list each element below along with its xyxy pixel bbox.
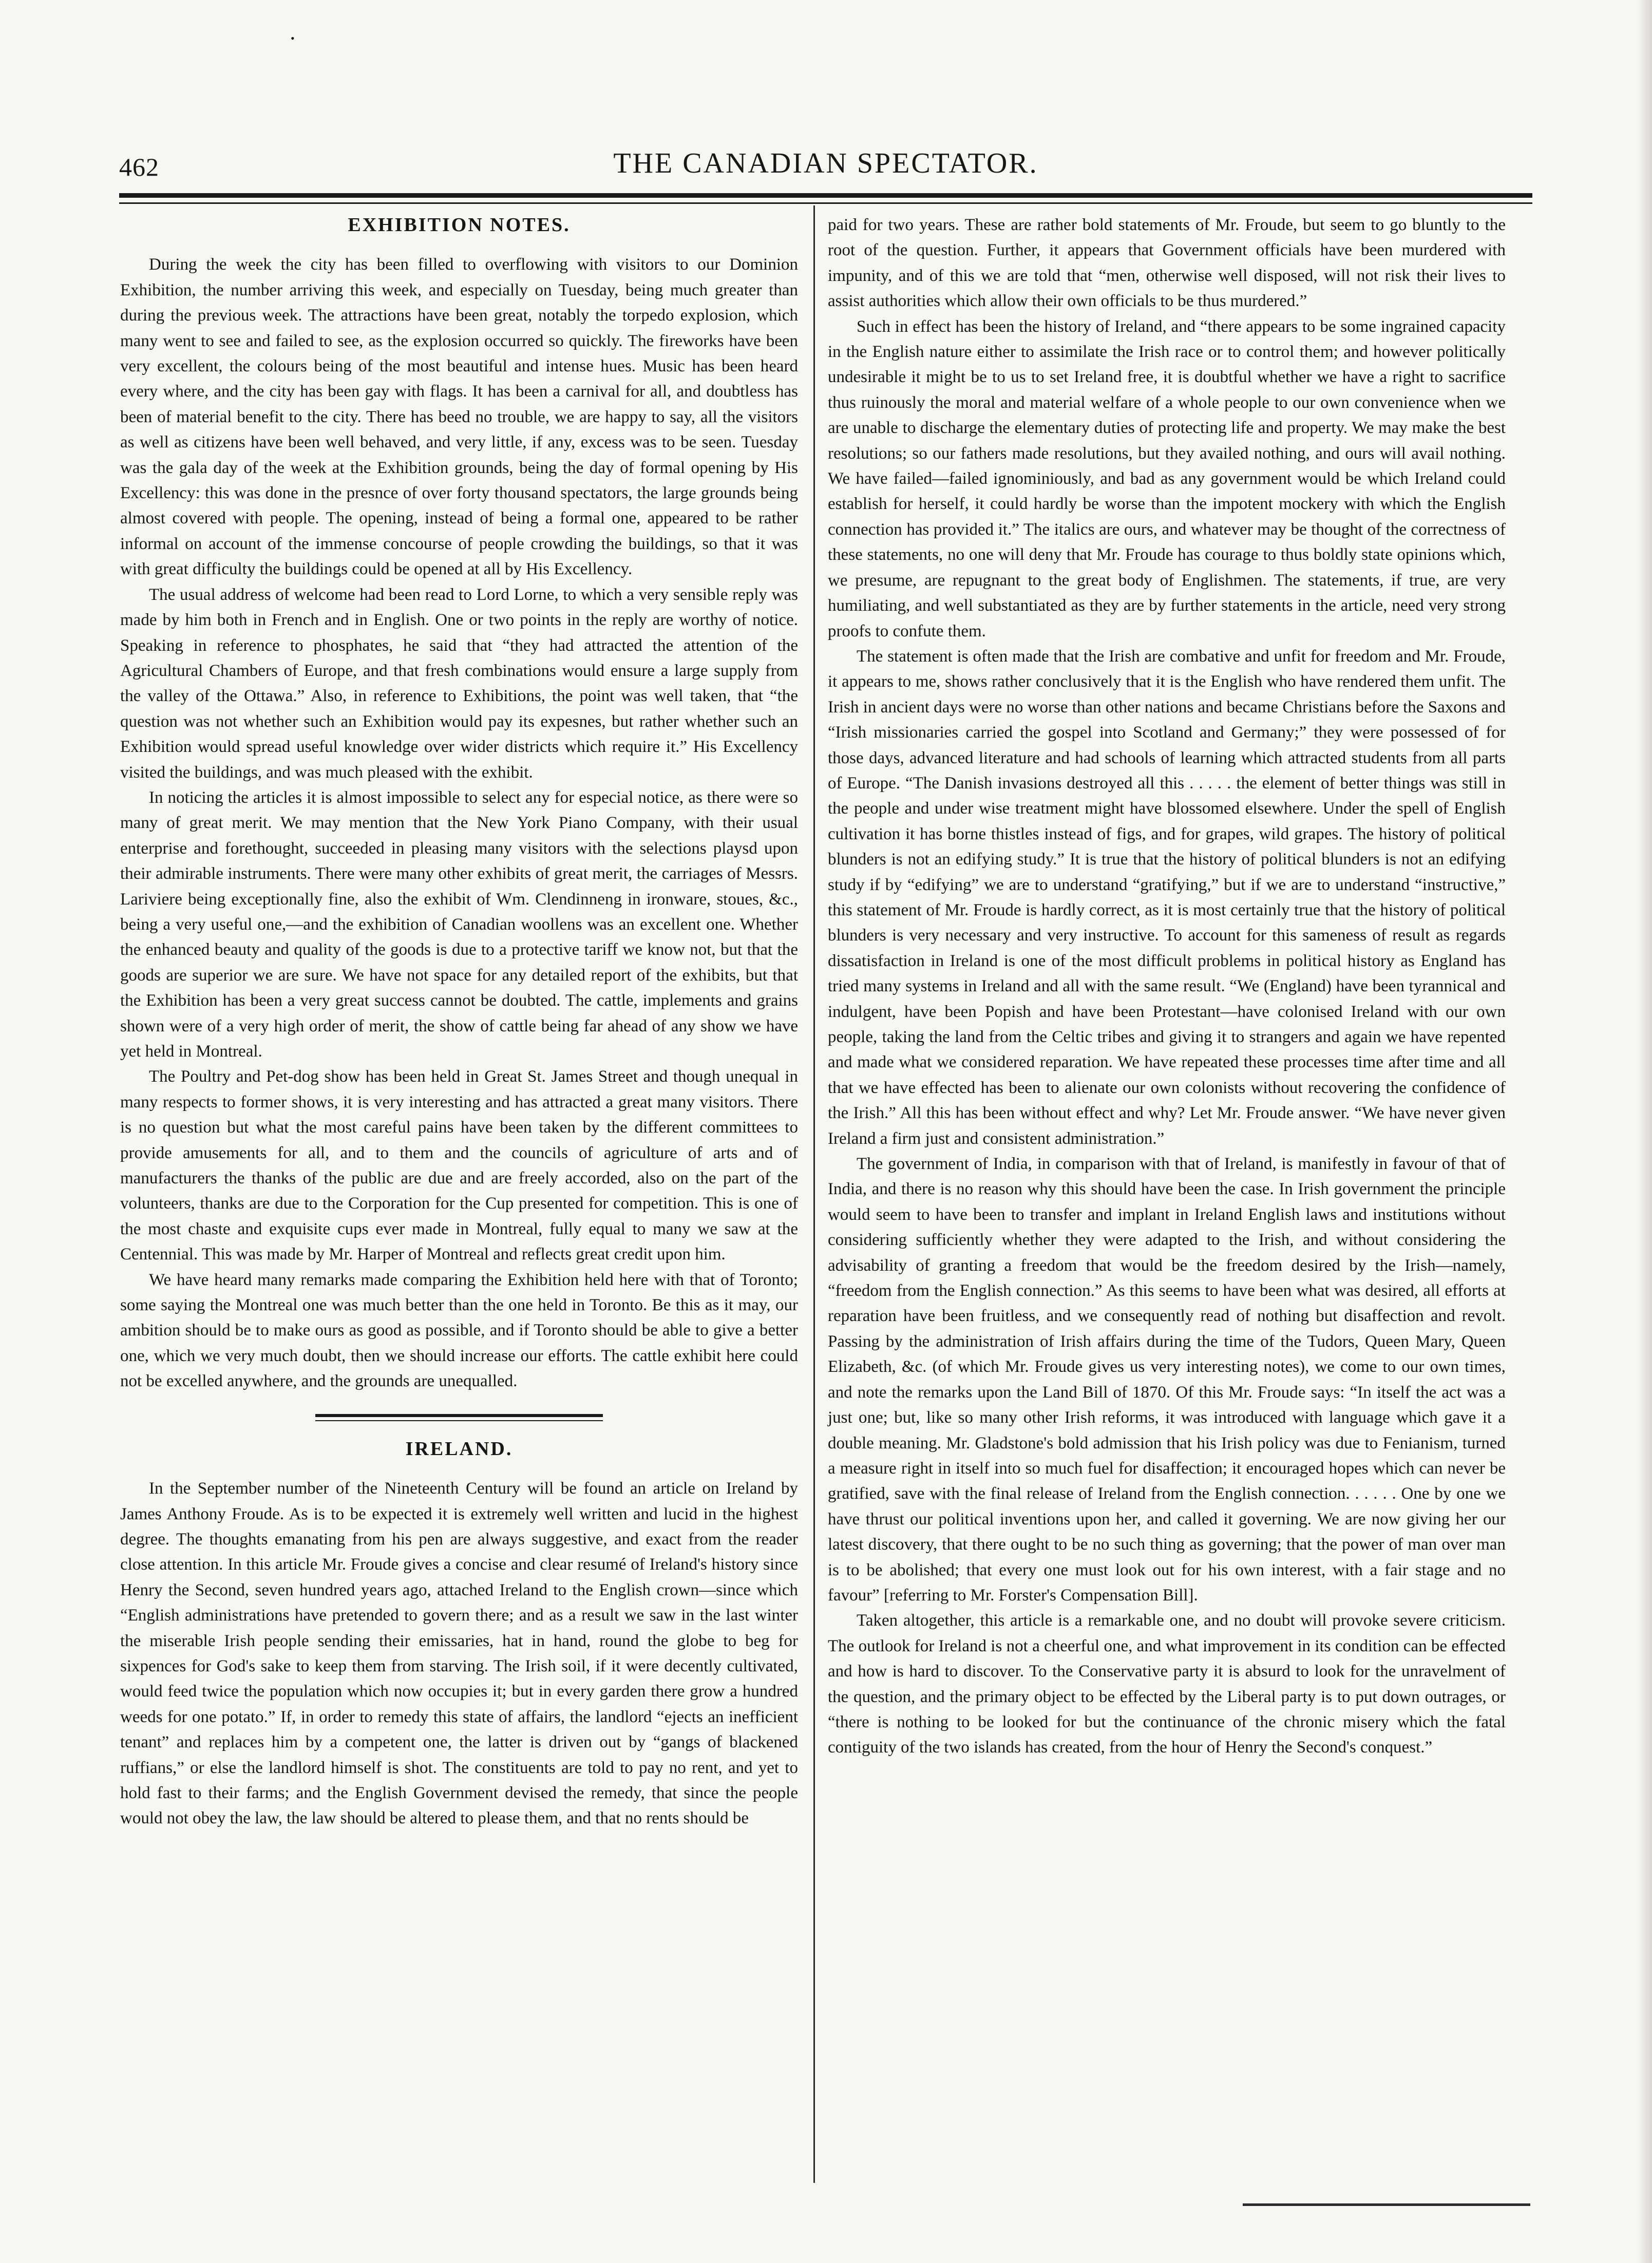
column-divider [813,205,815,2183]
ireland-paragraph-1: In the September number of the Nineteenth Century will be found an article on Ireland by James Anthony Froude. As is to be expected it is extremely well written and lucid in the highest degree. The thoughts emanating from his pen are always suggestive, and exact from the reader close attention. In this article Mr. Froude gives a concise and clear resumé of Ireland's history since Henry the Second, seven hundred years ago, attached Ireland to the English crown—since which “English administrations have pretended to govern there; and as a result we saw in the last winter the miserable Irish people sending their emissaries, hat in hand, round the globe to beg for sixpences for God's sake to keep them from starving. The Irish soil, if it were decently cultivated, would feed twice the population which now occupies it; but in every garden there grow a hundred weeds for one potato.” If, in order to remedy this state of affairs, the landlord “ejects an inefficient tenant” and replaces him by a competent one, the latter is driven out by “gangs of blackened ruffians,” or else the landlord himself is shot. The constituents are told to pay no rent, and yet to hold fast to their farms; and the English Government devised the remedy, that since the people would not obey the law, the law should be altered to please them, and that no rents should be [120,1479,798,1828]
exhibition-paragraph-5: We have heard many remarks made comparing the Exhibition held here with that of Toronto; some saying the Montreal one was much better than the one held in Toronto. Be this as it may, our ambition should be to make ours as good as possible, and if Toronto should be able to give a better one, which we very much doubt, then we should increase our efforts. The cattle exhibit here could not be excelled anywhere, and the grounds are unequalled. [120,1270,798,1391]
exhibition-paragraph-3: In noticing the articles it is almost impossible to select any for especial notice, as there were so many of great merit. We may mention that the New York Piano Company, with their usual enterprise and forethought, succeeded in pleasing many visitors with the selections playsd upon their admirable instruments. There were many other exhibits of great merit, the carriages of Messrs. Lariviere being exceptionally fine, also the exhibit of Wm. Clendinneng in ironware, stoues, &c., being a very useful one,—and the exhibition of Canadian woollens was an excellent one. Whether the enhanced beauty and quality of the goods is due to a protective tariff we know not, but that the goods are superior we are sure. We have not space for any detailed report of the exhibits, but that the Exhibition has been a very great success cannot be doubted. The cattle, implements and grains shown were of a very high order of merit, the show of cattle being far ahead of any show we have yet held in Montreal. [120,788,798,1061]
ireland-paragraph-4: The government of India, in comparison with that of Ireland, is manifestly in favour of that of India, and there is no reason why this should have been the case. In Irish government the principle would seem to have been to transfer and implant in Ireland English laws and institutions without considering sufficiently whether they were adapted to the Irish, and without considering the advisability of granting a freedom that would be the freedom desired by the Irish—namely, “freedom from the English connection.” As this seems to have been what was desired, all efforts at reparation have been fruitless, and we consequently read of nothing but disaffection and revolt. Passing by the administration of Irish affairs during the time of the Tudors, Queen Mary, Queen Elizabeth, &c. (of which Mr. Froude gives us very interesting notes), we come to our own times, and note the remarks upon the Land Bill of 1870. Of this Mr. Froude says: “In itself the act was a just one; but, like so many other Irish reforms, it was introduced with language which gave it a double meaning. Mr. Gladstone's bold admission that his Irish policy was due to Fenianism, turned a measure right in itself into so much fuel for disaffection; it encouraged hopes which can never be gratified, save with the final release of Ireland from the English connection. . . . . . One by one we have thrust our political inventions upon her, and called it governing. We are now giving her our latest discovery, that there ought to be no such thing as governing; that the power of man over man is to be abolished; that every one must look out for his own interest, with a fair stage and no favour” [referring to Mr. Forster's Compensation Bill]. [828,1155,1506,1605]
ireland-paragraph-2: Such in effect has been the history of Ireland, and “there appears to be some ingrained capacity in the English nature either to assimilate the Irish race or to control them; and however politically undesirable it might be to us to set Ireland free, it is doubtful whether we have a right to sacrifice thus ruinously the moral and material welfare of a whole people to our own convenience when we are unable to discharge the elementary duties of protecting life and property. We may make the best resolutions; so our fathers made resolutions, but they availed nothing, and ours will avail nothing. We have failed—failed ignominiously, and bad as any government would be which Ireland could establish for herself, it could hardly be worse than the impotent mockery with which the English connection has provided it.” The italics are ours, and whatever may be thought of the correctness of these statements, no one will deny that Mr. Froude has courage to thus boldly state opinions which, we presume, are repugnant to the great body of Englishmen. The statements, if true, are very humiliating, and well substantiated as they are by further statements in the article, need very strong proofs to confute them. [828,317,1506,640]
ireland-paragraph-3: The statement is often made that the Irish are combative and unfit for freedom and Mr. Froude, it appears to me, shows rather conclusively that it is the English who have rendered them unfit. The Irish in ancient days were no worse than other nations and became Christians before the Saxons and “Irish missionaries carried the gospel into Scotland and Germany;” they were possessed of for those days, advanced literature and had schools of learning which attracted students from all parts of Europe. “The Danish invasions destroyed all this . . . . . the element of better things was still in the people and under wise treatment might have blossomed elsewhere. Under the spell of English cultivation it has borne thistles instead of figs, and for grapes, wild grapes. The history of political blunders is not an edifying study.” It is true that the history of political blunders is not an edifying study if by “edifying” we are to understand “gratifying,” but if we are to understand “instructive,” this statement of Mr. Froude is hardly correct, as it is most certainly true that the history of political blunders is very necessary and very instructive. To account for this sameness of result as regards dissatisfaction in Ireland is one of the most difficult problems in political history as England has tried many systems in Ireland and all with the same result. “We (England) have been tyrannical and indulgent, have been Popish and have been Protestant—have colonised Ireland with our own people, taking the land from the Celtic tribes and giving it to strangers and again we have repented and made what we considered reparation. We have repeated these processes time after time and all that we have effected has been to alienate our own colonists without recovering the confidence of the Irish.” All this has been without effect and why? Let Mr. Froude answer. “We have never given Ireland a firm just and consistent administration.” [828,647,1506,1148]
page-number: 462 [119,153,159,181]
masthead-rule-thin [119,202,1532,204]
left-column [120,213,798,1832]
exhibition-heading: EXHIBITION NOTES. [348,214,571,236]
right-column [828,213,1506,1761]
masthead-rule-thick [119,193,1532,198]
publication-title: THE CANADIAN SPECTATOR. [613,147,1038,179]
ireland-paragraph-5: Taken altogether, this article is a remarkable one, and no doubt will provoke severe criticism. The outlook for Ireland is not a cheerful one, and what improvement in its condition can be effected and how is hard to discover. To the Conservative party it is absurd to look for the unravelment of the question, and the primary object to be effected by the Liberal party is to put down outrages, or “there is nothing to be looked for but the continuance of the chronic misery which the fatal contiguity of the two islands has created, from the hour of Henry the Second's conquest.” [828,1611,1506,1757]
exhibition-paragraph-4: The Poultry and Pet-dog show has been held in Great St. James Street and though unequal in many respects to former shows, it is very interesting and has attracted a great many visitors. There is no question but what the most careful pains have been taken by the different committees to provide amusements for all, and to them and the councils of agriculture of arts and of manufacturers the thanks of the public are due and are freely accorded, also on the part of the volunteers, thanks are due to the Corporation for the Cup presented for competition. This is one of the most chaste and exquisite cups ever made in Montreal, fully equal to many we saw at the Centennial. This was made by Mr. Harper of Montreal and reflects great credit upon him. [120,1067,798,1264]
page-edge-shadow [1637,0,1652,2263]
section-divider-rule [315,1414,603,1421]
exhibition-paragraph-1: During the week the city has been filled to overflowing with visitors to our Dominion Exhibition, the number arriving this week, and especially on Tuesday, being much greater than during the previous week. The attractions have been great, notably the torpedo explosion, which many went to see and failed to see, as the explosion occurred so quickly. The fireworks have been very excellent, the colours being of the most beautiful and intense hues. Music has been heard every where, and the city has been gay with flags. It has been a carnival for all, and doubtless has been of material benefit to the city. There has beed no trouble, we are happy to say, all the visitors as well as citizens have been well behaved, and very little, if any, excess was to be seen. Tuesday was the gala day of the week at the Exhibition grounds, being the day of formal opening by His Excellency: this was done in the presnce of over forty thousand spectators, the large grounds being almost covered with people. The opening, instead of being a formal one, appeared to be rather informal on account of the immense concourse of people crowding the buildings, so that it was with great difficulty the buildings could be opened at all by His Excellency. [120,255,798,579]
exhibition-paragraph-2: The usual address of welcome had been read to Lord Lorne, to which a very sensible reply was made by him both in French and in English. One or two points in the reply are worthy of notice. Speaking in reference to phosphates, he said that “they had attracted the attention of the Agricultural Chambers of Europe, and that fresh combinations would ensure a large supply from the valley of the Ottawa.” Also, in reference to Exhibitions, the point was well taken, that “the question was not whether such an Exhibition would pay its expesnes, but rather whether such an Exhibition would spread useful knowledge over wider districts which require it.” His Excellency visited the buildings, and was much pleased with the exhibit. [120,585,798,782]
ireland-paragraph-1-continued: paid for two years. These are rather bold statements of Mr. Froude, but seem to go bluntly to the root of the question. Further, it appears that Government officials have been murdered with impunity, and of this we are told that “men, otherwise well disposed, will not risk their lives to assist authorities which allow their own officials to be thus murdered.” [828,216,1506,311]
ireland-heading: IRELAND. [405,1438,513,1460]
print-speck: • [291,32,295,45]
footer-rule [1243,2203,1530,2206]
